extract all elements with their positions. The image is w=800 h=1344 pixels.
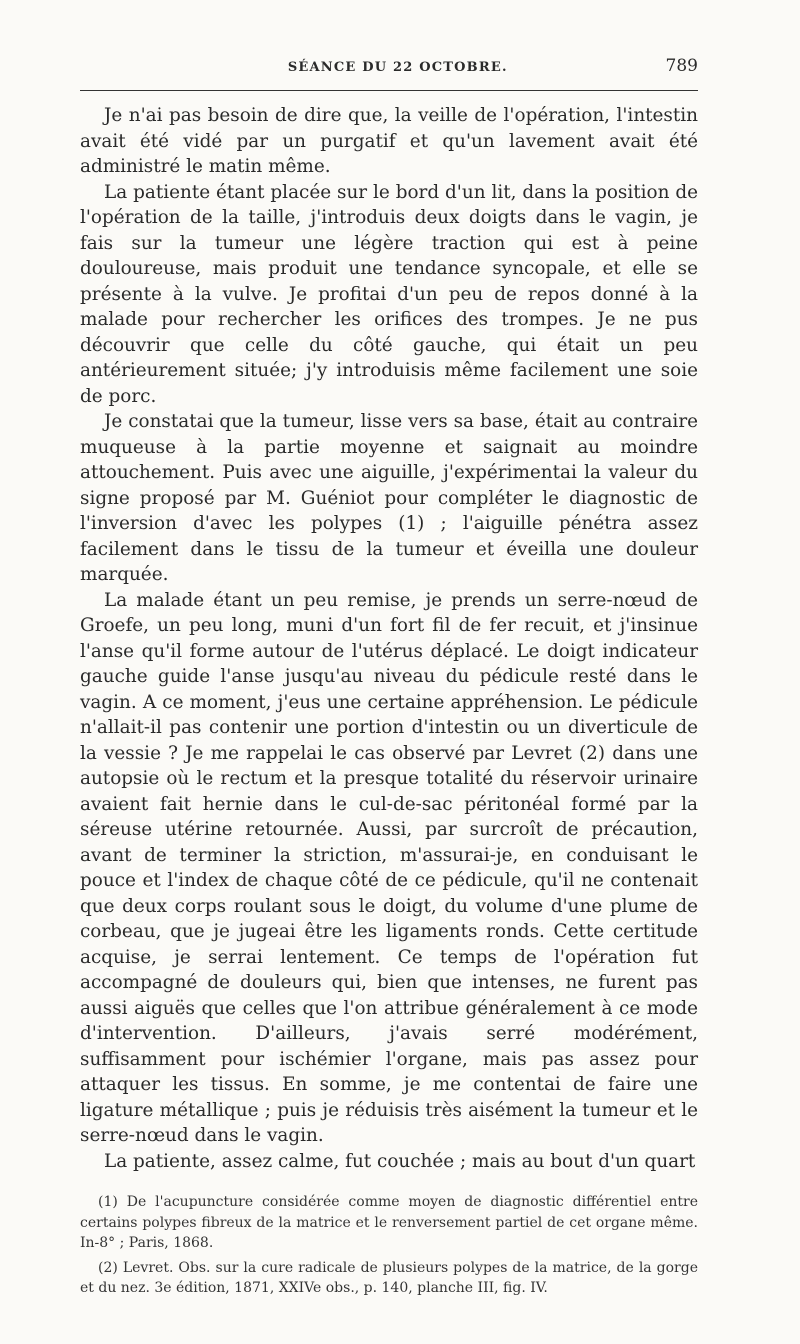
main-text xyxy=(80,103,698,1174)
footnotes xyxy=(80,1192,698,1299)
page xyxy=(80,56,698,1303)
running-header xyxy=(80,56,698,91)
paragraph: Je constatai que la tumeur, lisse vers sa base, était au contraire muqueuse à la partie moyenne et saignait au moindre attouchement. Puis avec une aiguille, j'expérimentai la valeur du signe proposé par M. Guéniot pour compléter le diagnostic de l'inversion d'avec les polypes (1) ; l'aiguille pénétra assez facilement dans le tissu de la tumeur et éveilla une douleur marquée. xyxy=(80,411,698,585)
footnote: (2) Levret. Obs. sur la cure radicale de plusieurs polypes de la matrice, de la gorge et du nez. 3e édition, 1871, XXIVe obs., p. 140, planche III, fig. IV. xyxy=(80,1259,698,1296)
footnote: (1) De l'acupuncture considérée comme moyen de diagnostic différentiel entre certains polypes fibreux de la matrice et le renversement partiel de cet organe même. In-8° ; Paris, 1868. xyxy=(80,1194,698,1251)
paragraph: La patiente, assez calme, fut couchée ; mais au bout d'un quart xyxy=(104,1150,696,1172)
page-number: 789 xyxy=(665,56,698,76)
paragraph: La patiente étant placée sur le bord d'un lit, dans la position de l'opération de la taille, j'introduis deux doigts dans le vagin, je fais sur la tumeur une légère traction qui est à peine douloureuse, mais produit une tendance syncopale, et elle se présente à la vulve. Je profitai d'un peu de repos donné à la malade pour rechercher les orifices des trompes. Je ne pus découvrir que celle du côté gauche, qui était un peu antérieurement située; j'y introduisis même facilement une soie de porc. xyxy=(80,181,698,407)
header-title: SÉANCE DU 22 OCTOBRE. xyxy=(287,60,508,75)
paragraph: La malade étant un peu remise, je prends un serre-nœud de Groefe, un peu long, muni d'un fort fil de fer recuit, et j'insinue l'anse qu'il forme autour de l'utérus déplacé. Le doigt indicateur gauche guide l'anse jusqu'au niveau du pédicule resté dans le vagin. A ce moment, j'eus une certaine appréhension. Le pédicule n'allait-il pas contenir une portion d'intestin ou un diverticule de la vessie ? Je me rappelai le cas observé par Levret (2) dans une autopsie où le rectum et la presque totalité du réservoir urinaire avaient fait hernie dans le cul-de-sac péritonéal formé par la séreuse utérine retournée. Aussi, par surcroît de précaution, avant de terminer la striction, m'assurai-je, en conduisant le pouce et l'index de chaque côté de ce pédicule, qu'il ne contenait que deux corps roulant sous le doigt, du volume d'une plume de corbeau, que je jugeai être les ligaments ronds. Cette certitude acquise, je serrai lentement. Ce temps de l'opération fut accompagné de douleurs qui, bien que intenses, ne furent pas aussi aiguës que celles que l'on attribue généralement à ce mode d'intervention. D'ailleurs, j'avais serré modérément, suffisamment pour ischémier l'organe, mais pas assez pour attaquer les tissus. En somme, je me contentai de faire une ligature métallique ; puis je réduisis très aisément la tumeur et le serre-nœud dans le vagin. xyxy=(80,589,698,1146)
paragraph: Je n'ai pas besoin de dire que, la veille de l'opération, l'intestin avait été vidé par un purgatif et qu'un lavement avait été administré le matin même. xyxy=(80,105,698,177)
